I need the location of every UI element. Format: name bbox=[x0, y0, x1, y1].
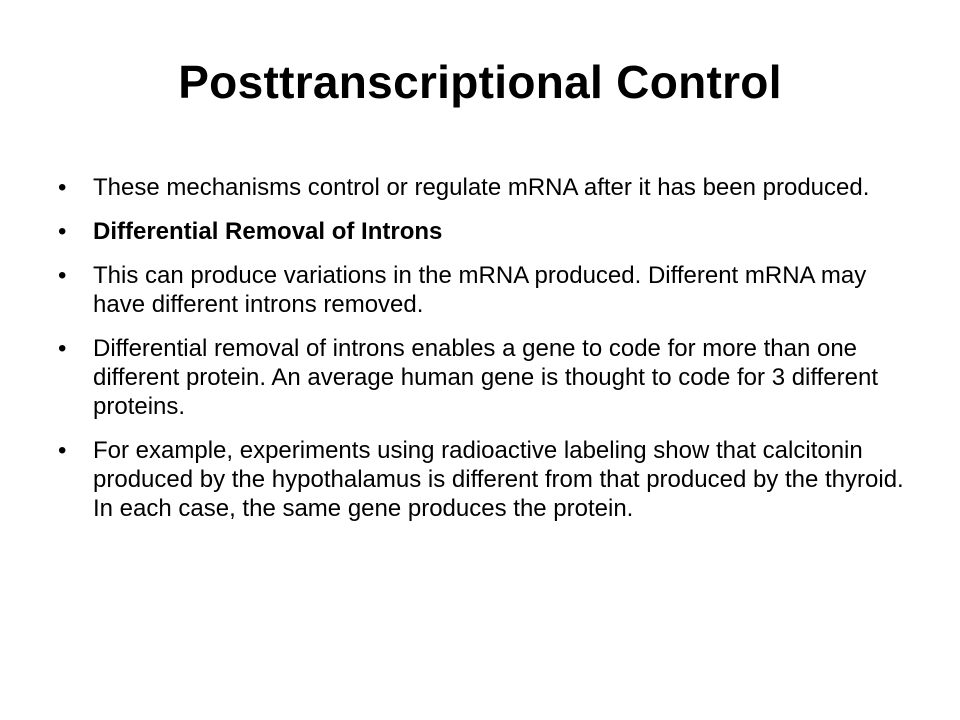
bullet-dot-icon: • bbox=[58, 218, 67, 245]
bullet-item bbox=[58, 261, 908, 319]
slide-title: Posttranscriptional Control bbox=[178, 56, 782, 108]
bullet-dot-icon: • bbox=[58, 262, 67, 289]
bullet-text: This can produce variations in the mRNA produced. Different mRNA may have different introns removed. bbox=[93, 262, 867, 318]
bullet-text: For example, experiments using radioactive labeling show that calcitonin produced by the hypothalamus is different from that produced by the thyroid. In each case, the same gene produces the protein. bbox=[93, 437, 904, 522]
bullet-text: Differential removal of introns enables a gene to code for more than one different protein. An average human gene is thought to code for 3 different proteins. bbox=[93, 335, 878, 420]
bullet-item bbox=[58, 436, 908, 523]
bullet-text: These mechanisms control or regulate mRNA after it has been produced. bbox=[93, 174, 870, 201]
bullet-dot-icon: • bbox=[58, 174, 67, 201]
bullet-item bbox=[58, 217, 908, 246]
bullet-text: Differential Removal of Introns bbox=[93, 218, 443, 245]
bullet-dot-icon: • bbox=[58, 335, 67, 362]
bullet-list bbox=[58, 173, 908, 538]
bullet-item bbox=[58, 334, 908, 421]
bullet-item bbox=[58, 173, 908, 202]
bullet-dot-icon: • bbox=[58, 437, 67, 464]
